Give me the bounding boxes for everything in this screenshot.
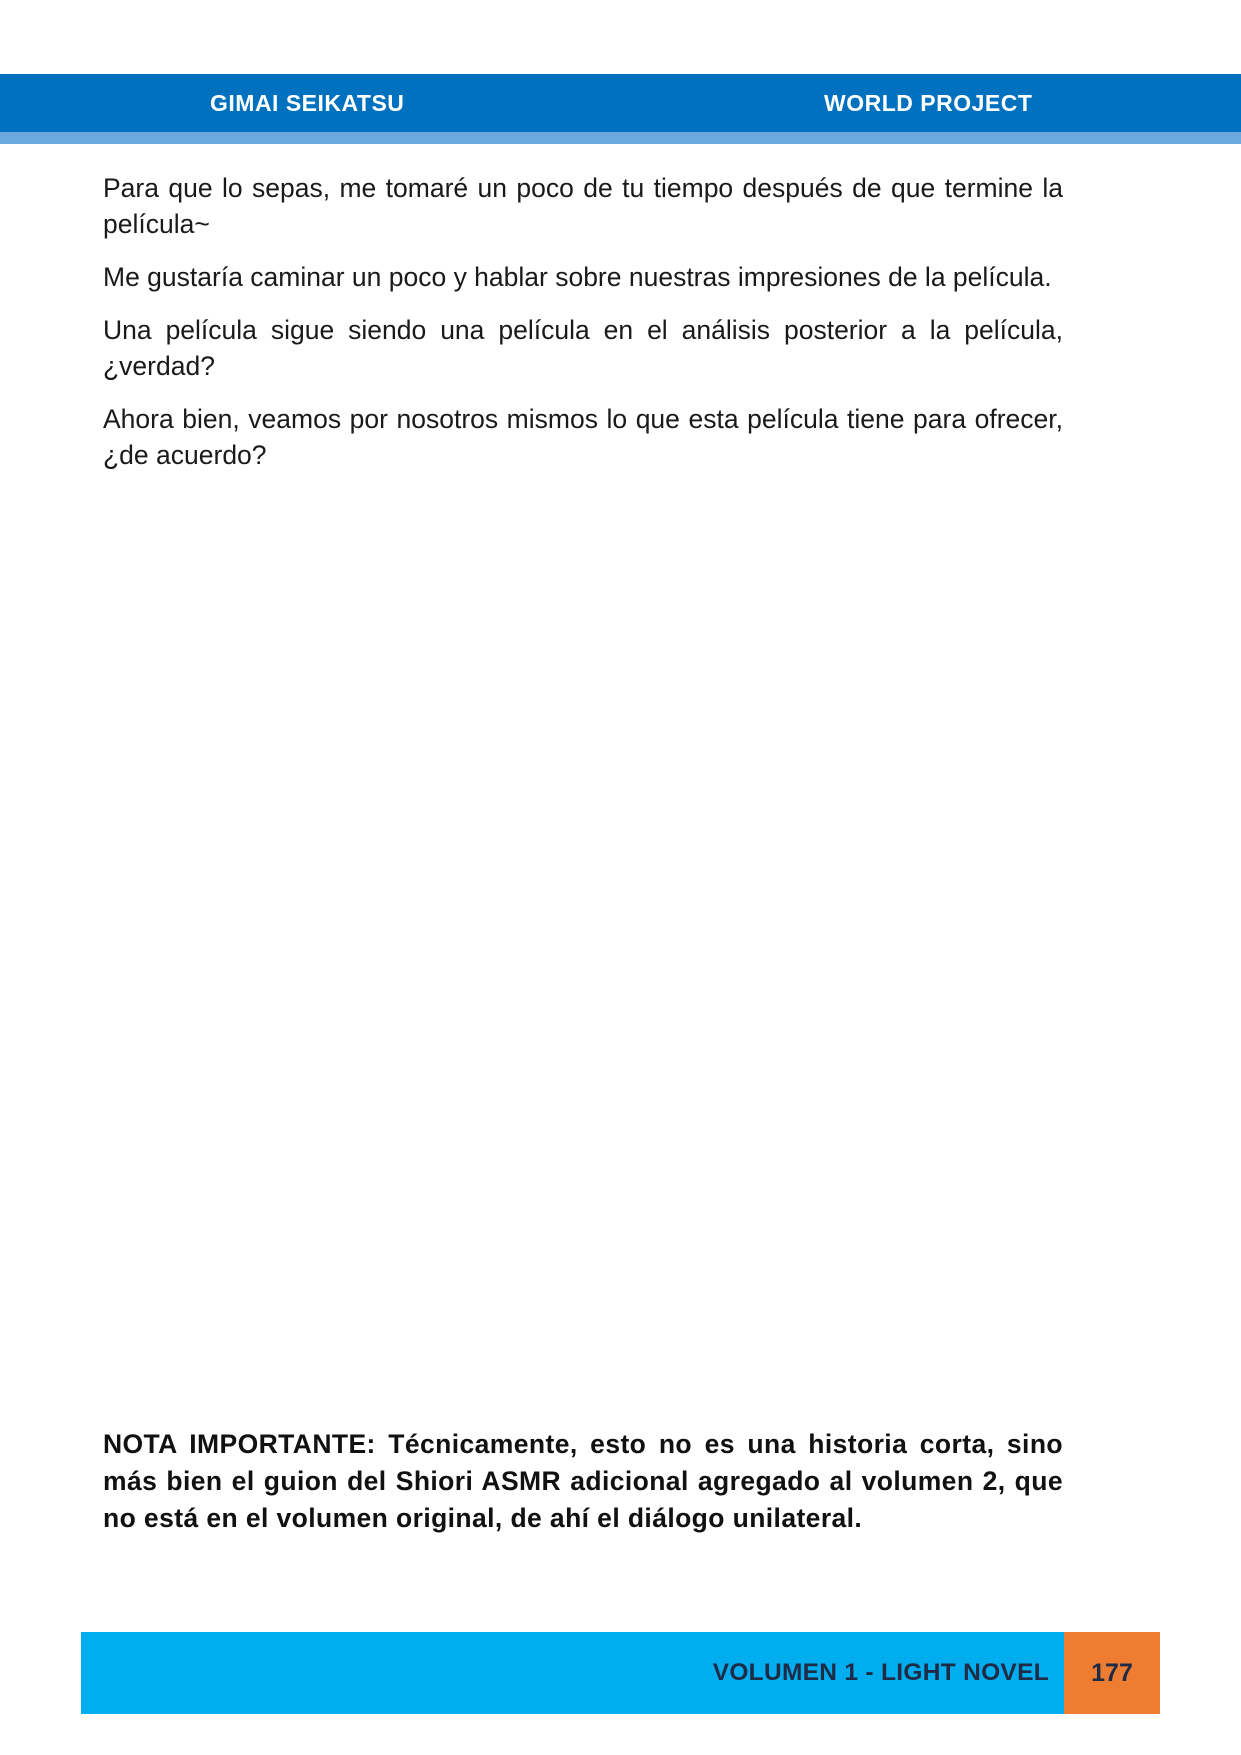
header-project-title: WORLD PROJECT — [824, 90, 1033, 116]
paragraph: Una película sigue siendo una película en el análisis posterior a la película, ¿verdad? — [103, 315, 1063, 381]
important-note: NOTA IMPORTANTE: Técnicamente, esto no es una historia corta, sino más bien el guion del Shiori ASMR adicional agregado al volumen 2, que no está en el volumen original, de ahí el diálogo unilateral. — [103, 1429, 1063, 1533]
page-body — [103, 170, 1063, 490]
page-number: 177 — [1091, 1659, 1133, 1687]
footer-volume-label: VOLUMEN 1 - LIGHT NOVEL — [712, 1659, 1049, 1686]
paragraph: Ahora bien, veamos por nosotros mismos lo que esta película tiene para ofrecer, ¿de acuerdo? — [103, 404, 1063, 470]
paragraph: Me gustaría caminar un poco y hablar sobre nuestras impresiones de la película. — [103, 262, 1052, 292]
paragraph: Para que lo sepas, me tomaré un poco de tu tiempo después de que termine la película~ — [103, 173, 1063, 239]
header-series-title: GIMAI SEIKATSU — [210, 90, 405, 116]
header-band — [0, 74, 1241, 132]
header-underline — [0, 132, 1241, 144]
